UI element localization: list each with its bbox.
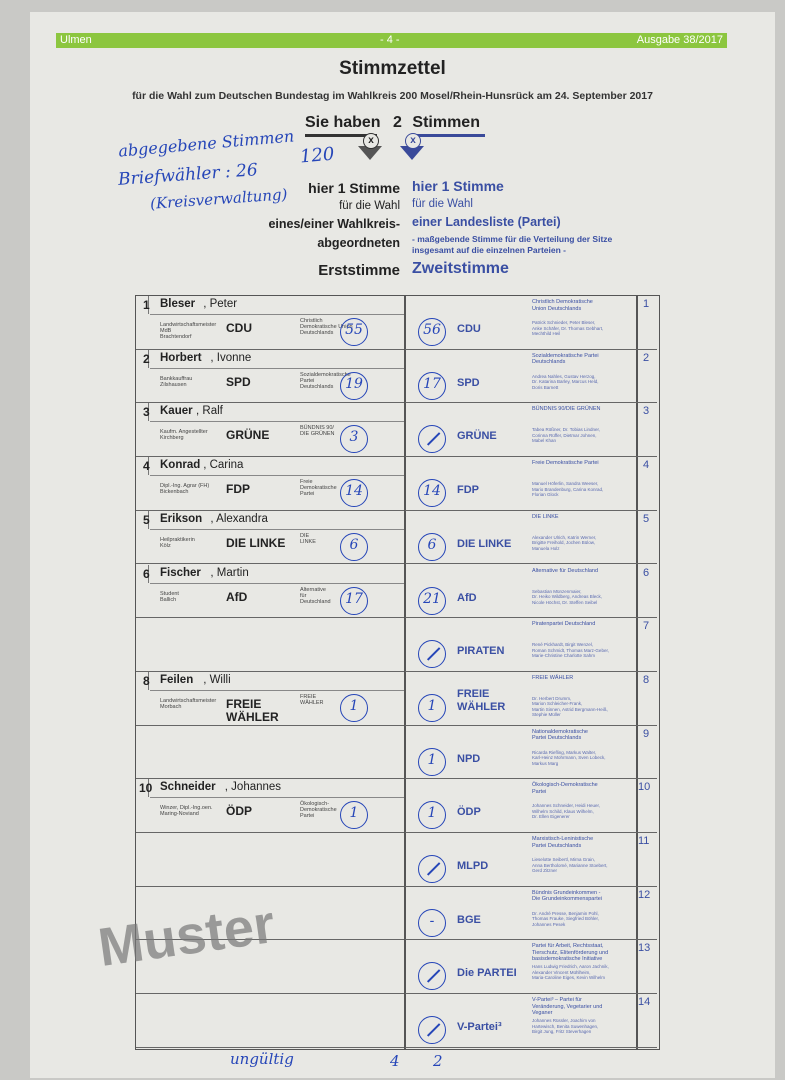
candidate-underline bbox=[150, 314, 404, 315]
candidate-surname: Horbert bbox=[160, 351, 202, 364]
zweitstimme-tally-circle bbox=[418, 318, 446, 346]
candidate-party-full: Sozialdemokratische Partei Deutschlands bbox=[300, 371, 351, 390]
candidate-underline bbox=[150, 529, 404, 530]
list-number: 9 bbox=[643, 727, 650, 740]
list-party: ÖDP bbox=[457, 806, 481, 819]
zweitstimme-tally-circle bbox=[418, 479, 446, 507]
list-party: PIRATEN bbox=[457, 645, 505, 658]
candidate-surname: Feilen bbox=[160, 673, 194, 686]
candidate-surname: Bleser bbox=[160, 298, 196, 310]
sie-haben-heading bbox=[305, 114, 480, 132]
candidate-party: SPD bbox=[226, 374, 251, 389]
list-number: 10 bbox=[638, 781, 651, 794]
handwritten-ungueltig-zweit: 2 bbox=[433, 1052, 443, 1070]
list-number: 1 bbox=[643, 298, 650, 310]
candidate-number: 3 bbox=[143, 405, 150, 420]
zweitstimme-head-5: insgesamt auf die einzelnen Parteien - bbox=[412, 245, 566, 255]
erststimme-tally-value: 55 bbox=[345, 322, 363, 338]
candidate-number: 8 bbox=[143, 673, 150, 688]
erststimme-tally-circle bbox=[340, 372, 368, 400]
candidate-firstname: , Alexandra bbox=[210, 512, 268, 525]
list-party-full: Freie Demokratische Partei bbox=[532, 460, 599, 467]
list-party-full: Marxistisch-Leninistische Partei Deutschlands bbox=[532, 836, 594, 849]
list-candidates: Andrea Nahles, Gustav Herzog, Dr. Katarina Barley, Marcus Held, Doris Barnett bbox=[532, 373, 599, 390]
sie-haben-text: Sie haben bbox=[305, 114, 381, 131]
list-party-full: DIE LINKE bbox=[532, 513, 559, 520]
list-candidates: Lieselotte Seibertl, Mirna Grain, Anna Bertholomé, Marianne Stoebert, Gerd Zitzner bbox=[532, 857, 608, 873]
handwritten-kreisverwaltung: (Kreisverwaltung) bbox=[149, 185, 288, 213]
list-party-full: Ökologisch-Demokratische Partei bbox=[532, 782, 598, 795]
candidate-occupation: Landwirtschaftsmeister MdB Brachtendorf bbox=[160, 322, 217, 340]
list-party: GRÜNE bbox=[457, 430, 497, 443]
header-location: Ulmen bbox=[60, 34, 92, 46]
erststimme-label: Erststimme bbox=[318, 262, 400, 279]
candidate-party-full: DIE LINKE bbox=[300, 532, 316, 545]
candidate-party: FREIE WÄHLER bbox=[226, 696, 279, 724]
stimmen-count: 2 bbox=[393, 114, 402, 131]
candidate-firstname: , Ivonne bbox=[210, 351, 252, 364]
handwritten-abgegeben-label: abgegebene Stimmen bbox=[117, 126, 295, 161]
candidate-firstname: , Johannes bbox=[224, 781, 282, 794]
zweitstimme-tally-circle bbox=[418, 533, 446, 561]
list-party-full: V-Partei³ – Partei für Veränderung, Vegetarier und Veganer bbox=[532, 997, 603, 1017]
candidate-underline bbox=[150, 475, 404, 476]
list-party: DIE LINKE bbox=[457, 537, 512, 550]
list-candidates: Johannes Rüssler, Joachim von Hartewisch, Benita Suwenhagen, Birgit Jung, Fritz Steverhagen bbox=[532, 1018, 599, 1035]
list-candidates: Dr. André Presse, Benjamin Pohl, Thomas Frauke, Siegfried Böhler, Johannes Pesek bbox=[532, 910, 600, 927]
candidate-number: 2 bbox=[143, 351, 150, 366]
zweitstimme-head-2: für die Wahl bbox=[412, 198, 473, 210]
header-page-number: - 4 - bbox=[380, 34, 400, 46]
zweitstimme-tally-circle bbox=[418, 855, 446, 883]
erststimme-tally-value: 3 bbox=[349, 429, 359, 446]
list-candidates: René Pickhardt, Birgit Wenzel, Roman Schmidt, Thomas Marz-Geber, Marie-Christine Charlotte Sahm bbox=[532, 642, 609, 659]
candidate-firstname: , Martin bbox=[210, 566, 249, 579]
candidate-underline bbox=[150, 583, 404, 584]
row-divider-left bbox=[136, 618, 404, 672]
erststimme-tally-value: 1 bbox=[349, 697, 359, 714]
newspaper-header-bar bbox=[56, 33, 727, 48]
candidate-number: 5 bbox=[143, 512, 150, 527]
list-party-full: Bündnis Grundeinkommen - Die Grundeinkommenspartei bbox=[532, 889, 603, 903]
list-candidates: Alexander Ulrich, Katrin Werner, Brigitte Freihold, Jochen Bülow, Manuela Holz bbox=[532, 534, 597, 551]
zweitstimme-head-1: hier 1 Stimme bbox=[412, 178, 504, 194]
list-party-full: Piratenpartei Deutschland bbox=[532, 621, 596, 628]
list-party-full: Nationaldemokratische Partei Deutschlands bbox=[532, 728, 588, 742]
candidate-party-full: FREIE WÄHLER bbox=[300, 693, 324, 706]
erststimme-tally-value: 14 bbox=[345, 483, 363, 500]
list-party: FREIE WÄHLER bbox=[457, 687, 506, 713]
candidate-party-full: Christlich Demokratische Union Deutschlands bbox=[300, 318, 353, 336]
handwritten-briefwaehler: Briefwähler : 26 bbox=[117, 160, 259, 190]
list-number: 4 bbox=[643, 459, 650, 472]
list-number: 11 bbox=[638, 835, 650, 847]
list-party-full: FREIE WÄHLER bbox=[532, 674, 574, 681]
zweitstimme-tally-value: 17 bbox=[423, 375, 441, 392]
candidate-occupation: Landwirtschaftsmeister Morbach bbox=[160, 697, 217, 710]
list-party: MLPD bbox=[457, 860, 489, 872]
candidate-occupation: Winzer, Dipl.-Ing.oen. Maring-Noviand bbox=[160, 805, 213, 818]
zweitstimme-tally-value: - bbox=[429, 912, 435, 929]
zweitstimme-tally-value: 14 bbox=[423, 483, 441, 500]
list-candidates: Manuel Höferlin, Sandra Weeser, Mario Brandenburg, Carina Konrad, Florian Glock bbox=[532, 481, 604, 498]
candidate-surname: Schneider bbox=[160, 781, 216, 794]
zweitstimme-tally-value: 21 bbox=[423, 590, 441, 607]
slash-mark-icon bbox=[427, 970, 440, 983]
erststimme-tally-circle bbox=[340, 533, 368, 561]
candidate-firstname: , Carina bbox=[203, 459, 244, 472]
handwritten-ungueltig: ungültig bbox=[230, 1050, 294, 1068]
zweitstimme-tally-circle bbox=[418, 1016, 446, 1044]
candidate-number: 6 bbox=[143, 566, 150, 581]
list-party-full: Alternative für Deutschland bbox=[532, 567, 599, 574]
stimmen-text: Stimmen bbox=[412, 114, 480, 131]
candidate-party: GRÜNE bbox=[226, 428, 270, 443]
slash-mark-icon bbox=[427, 862, 440, 875]
handwritten-abgegeben-value: 120 bbox=[299, 143, 336, 168]
list-candidates: Ricarda Riefling, Markus Walter, Karl-Heinz Mohrmann, Sven Lobeck, Markus Marg bbox=[532, 749, 606, 766]
zweitstimme-tally-circle bbox=[418, 640, 446, 668]
list-party: SPD bbox=[457, 376, 480, 389]
zweitstimme-tally-value: 1 bbox=[427, 751, 437, 768]
zweitstimme-head-4: - maßgebende Stimme für die Verteilung der Sitze bbox=[412, 234, 613, 244]
erststimme-head-2: für die Wahl bbox=[339, 200, 400, 212]
list-party: NPD bbox=[457, 752, 481, 765]
candidate-party: CDU bbox=[226, 321, 252, 335]
ballot-subtitle: für die Wahl zum Deutschen Bundestag im Wahlkreis 200 Mosel/Rhein-Hunsrück am 24. September 2017 bbox=[132, 90, 653, 102]
candidate-occupation: Kaufm. Angestellter Kirchberg bbox=[160, 429, 208, 442]
list-number: 6 bbox=[643, 566, 650, 579]
x-mark-icon: x bbox=[405, 133, 421, 149]
candidate-underline bbox=[150, 797, 404, 798]
candidate-party: DIE LINKE bbox=[226, 535, 286, 550]
erststimme-head-1: hier 1 Stimme bbox=[308, 180, 400, 196]
list-candidates: Hans Ludwig Friedrich, Aaron Jachnik, Alexander Vincent Mühlheim, Maria-Caroline Eiges, Kevin Wilhelm bbox=[532, 964, 609, 981]
zweitstimme-tally-circle bbox=[418, 372, 446, 400]
zweitstimme-head-3: einer Landesliste (Partei) bbox=[412, 215, 561, 229]
candidate-party: AfD bbox=[226, 589, 248, 604]
erststimme-tally-value: 17 bbox=[345, 590, 363, 607]
candidate-occupation: Dipl.-Ing. Agrar (FH) Bickenbach bbox=[160, 483, 210, 496]
row-divider-left bbox=[136, 833, 404, 887]
zweitstimme-tally-value: 1 bbox=[427, 697, 437, 714]
erststimme-tally-value: 6 bbox=[349, 536, 359, 553]
candidate-underline bbox=[150, 690, 404, 691]
candidate-occupation: Bankkauffrau Zilshausen bbox=[160, 375, 193, 388]
candidate-party-full: Alternative für Deutschland bbox=[300, 586, 331, 605]
list-number: 8 bbox=[643, 673, 650, 686]
row-divider-left bbox=[136, 994, 404, 1048]
list-party: AfD bbox=[457, 591, 477, 604]
handwritten-ungueltig-erst: 4 bbox=[390, 1052, 400, 1070]
candidate-surname: Konrad bbox=[160, 459, 201, 472]
zweitstimme-tally-circle bbox=[418, 587, 446, 615]
zweitstimme-tally-value: 6 bbox=[427, 536, 437, 553]
candidate-surname: Kauer bbox=[160, 405, 193, 418]
list-candidates: Patrick Schnieder, Peter Bleser, Anke Schäfer, Dr. Thomas Gebhart, Mechthild Heil bbox=[532, 320, 604, 336]
list-candidates: Dr. Herbert Drumm, Marion Schleicher-Frank, Martin Sinnen, Astrid Bergmann-Heiß, Stephie Müller bbox=[532, 695, 608, 718]
header-edition: Ausgabe 38/2017 bbox=[636, 34, 723, 46]
candidate-surname: Erikson bbox=[160, 512, 203, 525]
candidate-number: 1 bbox=[143, 298, 150, 312]
x-mark-icon: x bbox=[363, 133, 379, 149]
candidate-underline bbox=[150, 421, 404, 422]
erststimme-tally-circle bbox=[340, 587, 368, 615]
list-candidates: Johannes Schneider, Heidi Heuer, Wilhelm Schild, Klaus Wilhelm, Dr. Ellen Eigenerer bbox=[532, 803, 601, 820]
candidate-party: FDP bbox=[226, 482, 250, 497]
list-candidates: Sebastian Münzenmaier, Dr. Heiko Wildberg, Andreas Bleck, Nicole Höchst, Dr. Steffen Seibel bbox=[532, 588, 603, 605]
row-divider-left bbox=[136, 726, 404, 780]
candidate-firstname: , Ralf bbox=[196, 405, 223, 418]
list-number: 5 bbox=[643, 512, 650, 525]
list-party: Die PARTEI bbox=[457, 967, 517, 980]
erststimme-tally-value: 1 bbox=[349, 805, 359, 822]
list-party-full: Sozialdemokratische Partei Deutschlands bbox=[532, 352, 599, 366]
zweitstimme-tally-value: 1 bbox=[427, 805, 437, 822]
candidate-occupation: Student Ballich bbox=[160, 590, 179, 603]
list-number: 13 bbox=[638, 942, 651, 955]
list-number: 3 bbox=[643, 405, 650, 418]
candidate-firstname: , Willi bbox=[203, 673, 231, 686]
muster-watermark: Muster bbox=[94, 893, 279, 979]
list-party-full: BÜNDNIS 90/DIE GRÜNEN bbox=[532, 406, 601, 413]
zweitstimme-tally-value: 56 bbox=[423, 322, 441, 338]
list-party: FDP bbox=[457, 484, 479, 497]
candidate-party-full: Freie Demokratische Partei bbox=[300, 479, 337, 498]
ballot-title: Stimmzettel bbox=[339, 58, 446, 79]
candidate-occupation: Heilpraktikerin Kölz bbox=[160, 536, 195, 549]
slash-mark-icon bbox=[427, 433, 440, 446]
list-number: 14 bbox=[638, 996, 651, 1009]
candidate-underline bbox=[150, 368, 404, 369]
slash-mark-icon bbox=[427, 1023, 440, 1036]
candidate-number: 10 bbox=[139, 781, 153, 796]
candidate-party: ÖDP bbox=[226, 804, 253, 819]
candidate-party-full: Ökologisch- Demokratische Partei bbox=[300, 801, 337, 820]
erststimme-tally-value: 19 bbox=[345, 375, 363, 392]
candidate-firstname: , Peter bbox=[203, 298, 238, 310]
zweitstimme-tally-circle bbox=[418, 909, 446, 937]
list-number: 2 bbox=[643, 351, 650, 364]
erststimme-head-3: eines/einer Wahlkreis- bbox=[268, 217, 400, 231]
list-party-full: Partei für Arbeit, Rechtsstaat, Tierschutz, Elitenförderung und basisdemokratische Initiative bbox=[532, 943, 609, 963]
erststimme-tally-circle bbox=[340, 694, 368, 722]
erststimme-head-4: abgeordneten bbox=[317, 236, 400, 250]
list-party: BGE bbox=[457, 913, 481, 926]
list-party: CDU bbox=[457, 323, 481, 335]
list-number: 12 bbox=[638, 888, 651, 901]
zweitstimme-tally-circle bbox=[418, 748, 446, 776]
zweitstimme-tally-circle bbox=[418, 694, 446, 722]
list-party-full: Christlich Demokratische Union Deutschlands bbox=[532, 299, 593, 312]
list-number: 7 bbox=[643, 620, 650, 633]
candidate-number: 4 bbox=[143, 459, 150, 474]
slash-mark-icon bbox=[427, 647, 440, 660]
underline-right bbox=[409, 134, 485, 137]
list-candidates: Tabea Rößner, Dr. Tobias Lindner, Corinna Rüffer, Dietmar Johnen, Mabel Khan bbox=[532, 427, 600, 444]
candidate-party-full: BÜNDNIS 90/ DIE GRÜNEN bbox=[300, 425, 335, 438]
erststimme-tally-circle bbox=[340, 479, 368, 507]
candidate-surname: Fischer bbox=[160, 566, 201, 579]
erststimme-tally-circle bbox=[340, 318, 368, 346]
zweitstimme-label: Zweitstimme bbox=[412, 260, 509, 277]
list-party: V-Partei³ bbox=[457, 1021, 502, 1034]
